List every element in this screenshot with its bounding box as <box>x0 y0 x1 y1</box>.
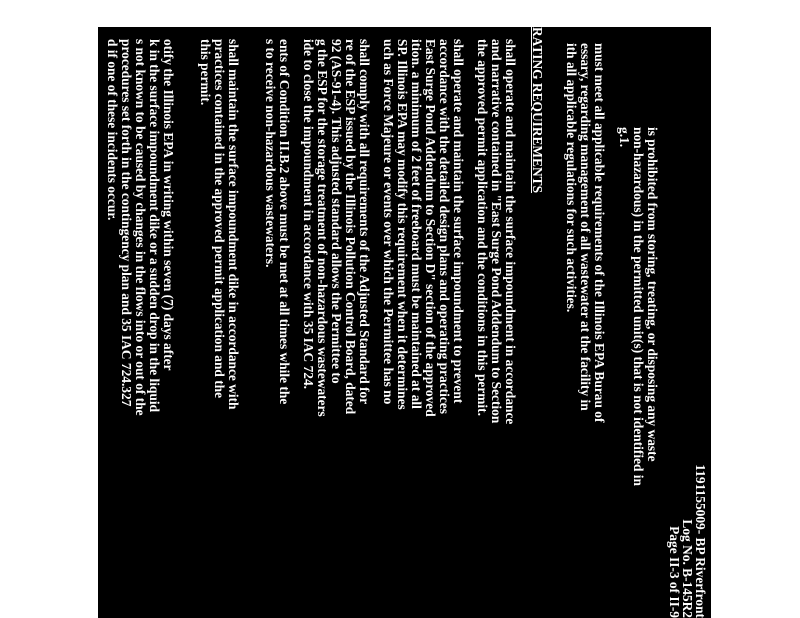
paragraph-line: s to receive non-hazardous wastewaters. <box>263 39 278 268</box>
paragraph-line: procedures set forth in the contingency plan and 35 IAC 724.327 <box>119 39 134 407</box>
paragraph-line: uch as Force Majeure or events over which the Permittee has no <box>381 39 396 405</box>
paragraph-line: ith all applicable regulations for such activities. <box>564 43 579 313</box>
paragraph-line: non-hazardous) in the permitted unit(s) that is not identified in <box>631 127 646 486</box>
paragraph-line: practices contained in the approved permit application and the <box>212 39 227 399</box>
rotated-text-block <box>98 27 711 618</box>
paragraph-line: is prohibited from storing, treating, or disposing any waste <box>645 127 660 462</box>
paragraph-line: SP. Illinois EPA may modify this requirement when it determines <box>395 39 410 410</box>
paragraph-line: re of the ESP issued by the Illinois Pollution Control Board, dated <box>343 39 358 415</box>
paragraph-line: shall operate and maintain the surface impoundment to prevent <box>451 39 466 404</box>
paragraph-line: essary, regarding management of all wastewater at the facility in <box>578 43 593 411</box>
paragraph-line: d if one of these incidents occur. <box>105 39 120 221</box>
header-log-number: Log No. B-145R2 <box>680 519 695 618</box>
paragraph-line: ition. a minimum of 2 feet of freeboard must be maintained at all <box>409 39 424 409</box>
document-page <box>98 27 711 618</box>
paragraph-line: s not known to be caused by changes in the flows into or out of the <box>133 39 148 416</box>
paragraph-line: ide to close the impoundment in accordance with 35 IAC 724. <box>301 39 316 390</box>
paragraph-line: accordance with the detailed design plans and operating practices <box>437 39 452 414</box>
paragraph-line: the approved permit application and the conditions in this permit. <box>475 39 490 416</box>
paragraph-line: East Surge Pond Addendum to Section D" section of the approved <box>423 39 438 417</box>
paragraph-line: 92 (AS-91-4). This adjusted standard allows the Permittee to <box>329 39 344 384</box>
paragraph-line: shall maintain the surface impoundment dike in accordance with <box>226 39 241 410</box>
paragraph-line: g.1. <box>617 127 632 148</box>
paragraph-line: this permit. <box>198 39 213 106</box>
section-heading: RATING REQUIREMENTS <box>530 27 545 194</box>
header-page-number: Page II-3 of II-9 <box>667 526 682 618</box>
paragraph-line: ents of Condition II.B.2 above must be met at all times while the <box>277 39 292 405</box>
header-id-line: 1191155009- BP Riverfront <box>693 464 708 618</box>
paragraph-line: shall comply with all requirements of the Adjusted Standard for <box>357 39 372 405</box>
paragraph-line: and narrative contained in "East Surge Pond Addendum to Section <box>489 39 504 424</box>
paragraph-line: k in the surface impoundment dike or a sudden drop in the liquid <box>147 39 162 413</box>
paragraph-line: g the ESP for the storage treatment of non-hazardous wastewaters <box>315 39 330 417</box>
paragraph-line: shall operate and maintain the surface impoundment in accordance <box>503 39 518 425</box>
paragraph-line: must meet all applicable requirements of the Illinois EPA Burau of <box>592 43 607 423</box>
paragraph-line: otify the Illinois EPA in writing within seven (7) days after <box>161 39 176 371</box>
